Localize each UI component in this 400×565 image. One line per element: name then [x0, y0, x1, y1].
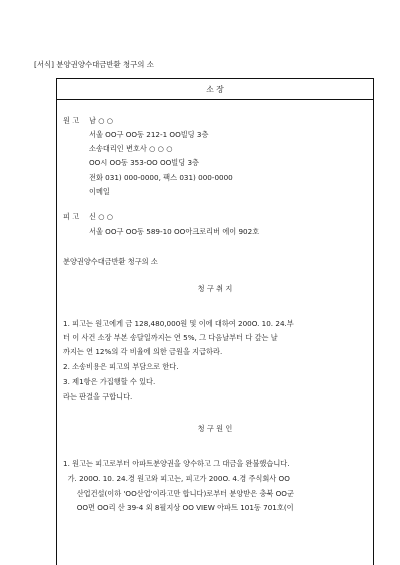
claim-purpose-line: 터 이 사건 소장 부본 송달일까지는 연 5%, 그 다음날부터 다 갚는 날 [63, 333, 278, 342]
agent-email: 이메일 [89, 187, 110, 196]
claim-purpose-line: 까지는 연 12%의 각 비율에 의한 금원을 지급하라. [63, 347, 223, 356]
claim-purpose-line: 1. 피고는 원고에게 금 128,480,000원 및 이에 대하여 200O. 10. 24.부 [63, 319, 294, 328]
agent-address: OO시 OO동 353-OO OO빌딩 3층 [89, 158, 199, 167]
plaintiff-name: 남 ○ ○ [89, 116, 114, 125]
claim-cause-line: 1. 원고는 피고로부터 아파트분양권을 양수하고 그 대금을 완불했습니다. [63, 459, 290, 468]
claim-cause-line: 산업건설(이하 'OO산업'이라고만 합니다)로부터 분양받은 충북 OO군 [63, 489, 294, 498]
complaint-document [56, 78, 374, 565]
claim-purpose-line: 2. 소송비용은 피고의 부담으로 한다. [63, 362, 179, 371]
defendant-address: 서울 OO구 OO동 589-10 OO아크로리버 에이 902호 [89, 227, 260, 236]
form-caption: [서식] 분양권양수대금반환 청구의 소 [34, 60, 154, 69]
defendant-name: 신 ○ ○ [89, 212, 114, 221]
plaintiff-agent: 소송대리인 변호사 ○ ○ ○ [89, 144, 173, 153]
plaintiff-address: 서울 OO구 OO동 212-1 OO빌딩 3층 [89, 130, 209, 139]
title-divider [57, 99, 373, 100]
defendant-label: 피 고 [63, 212, 80, 221]
document-title: 소 장 [206, 85, 224, 94]
case-name: 분양권양수대금반환 청구의 소 [63, 257, 158, 266]
claim-cause-line: 가. 200O. 10. 24.경 원고와 피고는, 피고가 200O. 4.경 주식회사 OO [63, 474, 290, 483]
plaintiff-label: 원 고 [63, 116, 80, 125]
claim-cause-heading: 청 구 원 인 [197, 424, 233, 433]
claim-purpose-heading: 청 구 취 지 [197, 284, 233, 293]
claim-purpose-closing: 라는 판결을 구합니다. [63, 392, 133, 401]
claim-purpose-line: 3. 제1항은 가집행할 수 있다. [63, 377, 156, 386]
agent-contact: 전화 031) 000-0000, 팩스 031) 000-0000 [89, 173, 233, 182]
claim-cause-line: OO면 OO리 산 39-4 외 8필지상 OO VIEW 아파트 101동 701호(이 [63, 503, 294, 512]
